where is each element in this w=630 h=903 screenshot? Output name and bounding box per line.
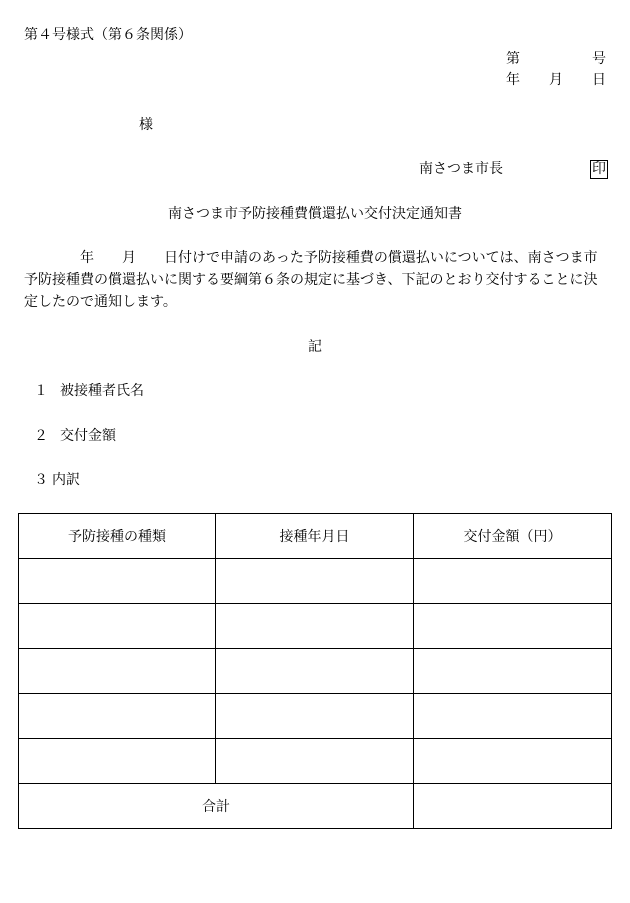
doc-number-suffix: 号 [592,51,606,67]
seal-mark: 印 [592,161,606,177]
cell-grant-amount [414,559,612,604]
cell-vaccination-date [216,739,414,784]
ki-heading: 記 [308,339,322,355]
total-value [414,784,612,829]
cell-vaccine-type [19,649,216,694]
date-day-label: 日 [592,72,606,88]
table-header-row [19,514,612,559]
body-line: 年 月 日付けで申請のあった予防接種費の償還払いについては、南さつま市 [24,250,598,266]
header-grant-amount: 交付金額（円） [414,514,612,559]
cell-grant-amount [414,604,612,649]
date-month-label: 月 [549,72,563,88]
table-total-row [19,784,612,829]
header-vaccine-type: 予防接種の種類 [19,514,216,559]
cell-vaccination-date [216,604,414,649]
item-number: ３ [34,472,48,488]
item-number: １ [34,383,48,399]
item-breakdown [34,471,80,489]
doc-number-prefix: 第 [506,51,520,67]
cell-vaccination-date [216,649,414,694]
breakdown-table [18,513,612,829]
cell-vaccination-date [216,694,414,739]
cell-vaccine-type [19,559,216,604]
date-year-label: 年 [506,72,520,88]
table-row [19,739,612,784]
document-title: 南さつま市予防接種費償還払い交付決定通知書 [168,206,462,222]
item-recipient-name [34,382,144,400]
cell-grant-amount [414,739,612,784]
issuer-name: 南さつま市長 [419,161,503,177]
addressee-suffix: 様 [139,117,153,133]
cell-vaccine-type [19,739,216,784]
cell-vaccine-type [19,604,216,649]
table-row [19,559,612,604]
body-line: 予防接種費の償還払いに関する要綱第６条の規定に基づき、下記のとおり交付することに決 [24,272,598,288]
total-label: 合計 [19,784,414,829]
body-line: 定したので通知します。 [24,294,177,310]
item-grant-amount [34,427,116,445]
item-label: 内訳 [52,472,80,488]
table-row [19,649,612,694]
cell-vaccine-type [19,694,216,739]
header-vaccination-date: 接種年月日 [216,514,414,559]
form-number-label: 第４号様式（第６条関係） [24,27,192,43]
cell-vaccination-date [216,559,414,604]
cell-grant-amount [414,649,612,694]
item-label: 被接種者氏名 [60,383,144,399]
cell-grant-amount [414,694,612,739]
table-row [19,604,612,649]
item-label: 交付金額 [60,428,116,444]
body-paragraph [24,247,608,313]
table-row [19,694,612,739]
item-number: ２ [34,428,48,444]
